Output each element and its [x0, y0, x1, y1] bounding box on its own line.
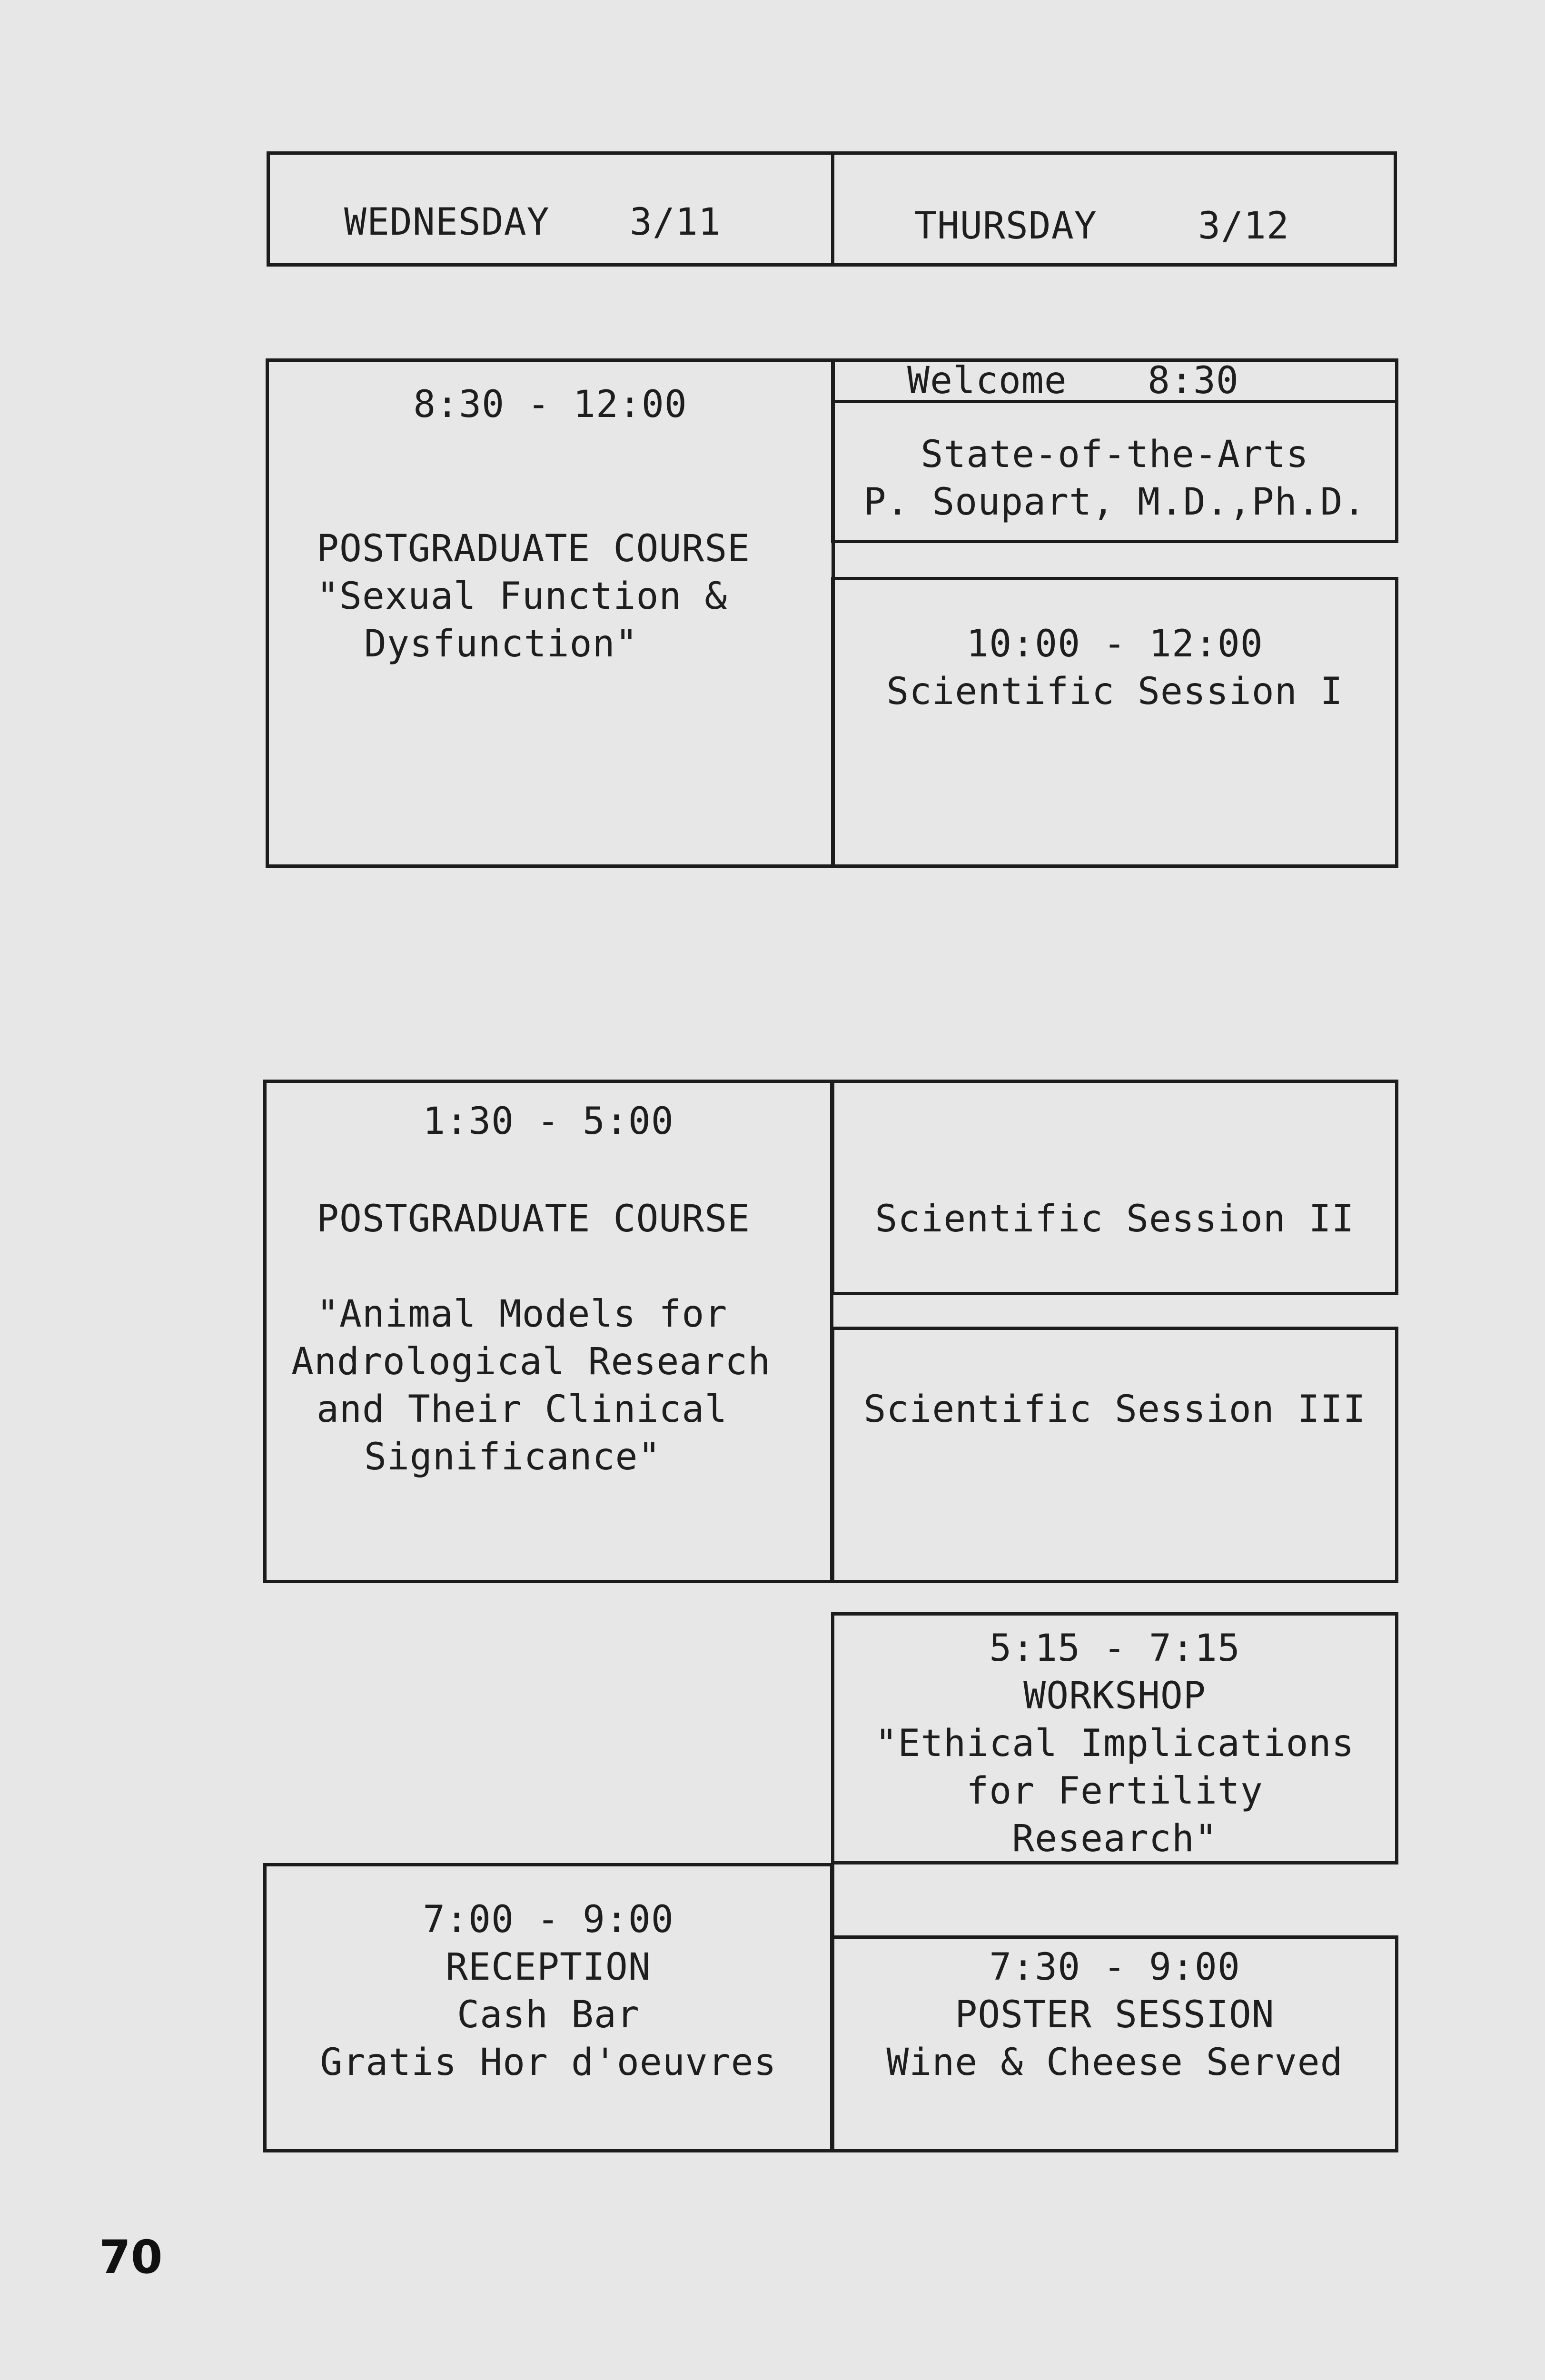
thu-poster-title: POSTER SESSION — [955, 1993, 1275, 2036]
wed-afternoon-line-3: and Their Clinical — [317, 1388, 728, 1431]
thu-connector-left — [831, 1863, 834, 1939]
wed-afternoon-line-1: "Animal Models for — [317, 1293, 728, 1336]
wed-afternoon-title: POSTGRADUATE COURSE — [317, 1198, 751, 1240]
thu-session2-block — [831, 1080, 1398, 1295]
wed-reception-line-2: Gratis Hor d'oeuvres — [320, 2041, 777, 2084]
thu-poster-time: 7:30 - 9:00 — [989, 1946, 1240, 1989]
thu-session2-title: Scientific Session II — [875, 1198, 1355, 1240]
thu-workshop-time: 5:15 - 7:15 — [989, 1627, 1240, 1670]
thu-welcome-time: 8:30 — [1148, 359, 1239, 402]
wednesday-date: 3/11 — [630, 201, 721, 244]
thu-poster-line-1: Wine & Cheese Served — [886, 2041, 1343, 2084]
thu-state-line-2: P. Soupart, M.D.,Ph.D. — [863, 481, 1366, 524]
wed-afternoon-line-4: Significance" — [364, 1436, 661, 1478]
wed-afternoon-line-2: Andrological Research — [291, 1340, 771, 1383]
wed-reception-title: RECEPTION — [446, 1946, 651, 1989]
page-number: 70 — [99, 2231, 163, 2284]
thu-workshop-line-1: "Ethical Implications — [875, 1722, 1355, 1765]
thu-session1-title: Scientific Session I — [886, 670, 1343, 713]
thu-workshop-line-2: for Fertility — [966, 1770, 1263, 1813]
wednesday-label: WEDNESDAY — [344, 201, 550, 244]
thu-session3-title: Scientific Session III — [863, 1388, 1366, 1431]
wed-morning-time: 8:30 - 12:00 — [413, 383, 687, 426]
thu-welcome-label: Welcome — [907, 359, 1067, 402]
wed-morning-subtitle-2: Dysfunction" — [364, 623, 638, 665]
thursday-date: 3/12 — [1198, 205, 1289, 248]
thu-session1-time: 10:00 - 12:00 — [966, 623, 1263, 665]
header-divider — [831, 151, 834, 267]
thu-workshop-line-3: Research" — [1012, 1817, 1218, 1860]
thu-workshop-title: WORKSHOP — [1023, 1675, 1206, 1717]
thu-session3-block — [831, 1327, 1398, 1583]
thursday-label: THURSDAY — [914, 205, 1097, 248]
wed-reception-time: 7:00 - 9:00 — [423, 1898, 674, 1941]
thu-state-line-1: State-of-the-Arts — [921, 433, 1309, 476]
wed-reception-line-1: Cash Bar — [457, 1993, 640, 2036]
wed-morning-title: POSTGRADUATE COURSE — [317, 527, 751, 570]
wed-afternoon-time: 1:30 - 5:00 — [423, 1100, 674, 1143]
wed-morning-subtitle-1: "Sexual Function & — [317, 575, 728, 618]
